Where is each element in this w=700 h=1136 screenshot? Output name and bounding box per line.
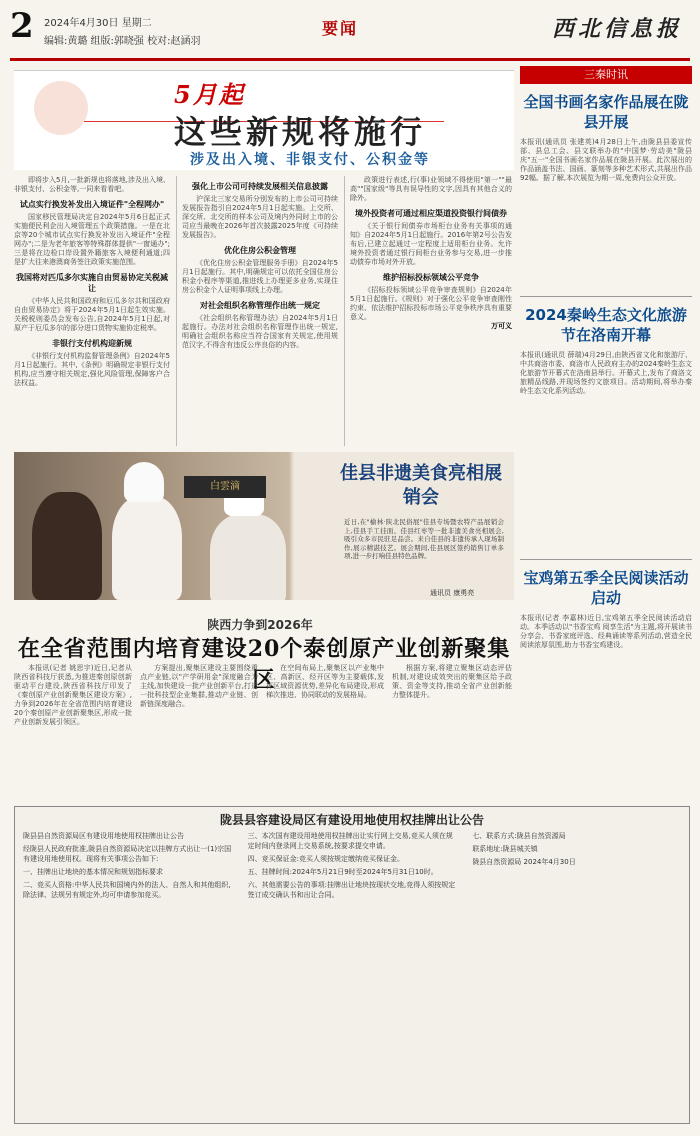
article-column-1 xyxy=(14,176,170,446)
paragraph: 方案提出,聚集区建设主要围绕重点产业链,以"产学研用金"深度融合为主线,加快建设一批产业创新平台,打造一批科技型企业集群,推动产业链、创新链深度融合。 xyxy=(140,664,258,708)
headline-kicker: 陕西力争到2026年 xyxy=(207,618,313,632)
photo-figure xyxy=(210,514,286,600)
notice-body xyxy=(23,831,683,1119)
photo-figure xyxy=(112,496,182,600)
sidebar-headline: 2024秦岭生态文化旅游节在洛南开幕 xyxy=(525,306,687,344)
sidebar-headline: 全国书画名家作品展在陇县开展 xyxy=(523,93,689,131)
notice-paragraph: 三、本次国有建设用地使用权挂牌出让实行网上交易,竞买人须在规定时间内登录网上交易系统,按要求提交申请。 xyxy=(247,832,453,850)
banner-kicker: 5月起 xyxy=(174,80,245,109)
feature-photo xyxy=(14,452,514,600)
lead-banner xyxy=(14,70,514,170)
notice-paragraph: 六、其他需要公告的事项:挂牌出让地块按现状交地,竞得人须按规定签订成交确认书和出让合同。 xyxy=(247,881,456,899)
paragraph: 根据方案,将建立聚集区动态评估机制,对建设成效突出的聚集区给予政策、资金等支持,推动全省产业创新能力整体提升。 xyxy=(392,664,512,699)
subhead: 非银行支付机构迎新规 xyxy=(52,339,132,348)
photo-figure xyxy=(32,492,102,600)
notice-paragraph: 经陇县人民政府批准,陇县自然资源局决定以挂牌方式出让一(1)宗国有建设用地使用权。现将有关事项公告如下: xyxy=(23,845,232,863)
paragraph: 政策进行表述,行(事)业领域不得使用"第一""最高""国家级"等具有误导性的文字,因具有其他合义的除外。 xyxy=(350,176,512,202)
paragraph: 《关于银行间债券市场柜台业务有关事项的通知》自2024年5月1日起施行。2016年第2号公告发布后,已建立起通过一定程度上适用柜台业务。允许境外投资者通过银行间柜台业务参与交易,进一步推动债券市场对外开放。 xyxy=(350,222,512,266)
booth-sign: 白雲滴 xyxy=(184,476,266,498)
sun-graphic xyxy=(34,81,88,135)
headline-column-4 xyxy=(392,664,512,800)
article-column-3 xyxy=(350,176,512,446)
paragraph: 沪深北三家交易所分别发布的上市公司可持续发展报告指引自2024年5月1日起实施。上交所、深交所、北交所的样本公司及境内外同时上市的公司应当最晚在2026年首次披露2025年度《可持续发展报告》。 xyxy=(182,195,338,239)
sidebar-news xyxy=(520,66,692,826)
masthead-rule xyxy=(10,58,690,61)
column-divider xyxy=(176,176,177,446)
notice-paragraph: 陇县县自然资源局区有建设用地使用权挂牌出让公告 xyxy=(23,832,184,840)
notice-paragraph: 二、竞买人资格:中华人民共和国境内外的法人、自然人和其他组织,除法律、法规另有规定外,均可申请参加竞买。 xyxy=(23,881,231,899)
notice-paragraph: 陇县自然资源局 2024年4月30日 xyxy=(472,858,576,866)
paragraph: 国家移民管理局决定自2024年5月6日起正式实施便民利企出入境管理五个政策措施。一是在北京等20个城市试点实行换发补发出入境证件"全程网办";二是为老年旅客等特殊群体提供"一窗通办";三是将在边检口岸设置外籍旅客入境便利通道;四是扩大往来港澳商务签注政策实施范围。 xyxy=(14,213,170,266)
article-column-2 xyxy=(182,176,338,446)
subhead: 境外投资者可通过相应渠道投资银行间债券 xyxy=(355,209,507,218)
sidebar-text: 本报讯(记者 李嘉林)近日,宝鸡第五季全民阅读活动启动。本季活动以"书香宝鸡 阅享生活"为主题,将开展读书分享会、书香家庭评选、经典诵读等系列活动,营造全民阅读浓厚氛围,助力书香宝鸡建设。 xyxy=(520,614,692,649)
paragraph: 在空间布局上,聚集区以产业集中区、高新区、经开区等为主要载体,发挥区域资源优势,差异化布局建设,形成梯次推进、协同联动的发展格局。 xyxy=(266,664,384,699)
headline-column-2 xyxy=(140,664,258,800)
sidebar-text: 本报讯(通讯员 张建英)4月28日上午,由陇县县委宣传部、县总工会、县文联举办的"中国梦·劳动美"陇县庆"五一"全国书画名家作品展在陇县开展。此次展出的作品涵盖书法、国画、篆刻等多种艺术形式,共展出作品92幅。据了解,本次展览为期一周,免费向公众开放。 xyxy=(520,138,692,182)
paragraph: 《社会组织名称管理办法》自2024年5月1日起施行。办法对社会组织名称管理作出统一规定,明确社会组织名称应当符合国家有关规定,使用规范汉字,不得含有违反公序良俗的内容。 xyxy=(182,314,338,349)
headline-column-3 xyxy=(266,664,384,800)
feature-credit: 通讯员 康勇亮 xyxy=(430,589,475,597)
headline-column-1 xyxy=(14,664,132,800)
notice-paragraph: 五、挂牌时间:2024年5月21日9时至2024年5月31日10时。 xyxy=(247,868,438,876)
subhead: 维护招标投标领域公平竞争 xyxy=(383,273,479,282)
sidebar-text: 本报讯(通讯员 薛瑞)4月29日,由陕西省文化和旅游厅、中共商洛市委、商洛市人民政府主办的2024秦岭生态文化旅游节开幕式在洛南县举行。开幕式上,发布了商洛文旅精品线路,并现场签约文旅项目。活动期间,将举办秦岭生态文化系列活动。 xyxy=(520,351,692,395)
banner-subtitle: 涉及出入境、非银支付、公积金等 xyxy=(190,152,430,168)
subhead: 强化上市公司可持续发展相关信息披露 xyxy=(192,182,328,191)
paragraph: 《优化住房公积金管理服务手册》自2024年5月1日起施行。其中,明确规定可以依托全国住房公积金小程序等渠道,推进线上办理更多业务,实现住房公积金个人证明事项线上办理。 xyxy=(182,259,338,294)
page-number: 2 xyxy=(10,6,34,46)
feature-text: 近日,在"榆林·陕北民俗展"佳县专场暨农特产品展销会上,佳县手工挂面、佳县红枣等一批非遗美食亮相展会,吸引众多市民驻足品尝。来自佳县的非遗传承人现场制作,展示精湛技艺。展会期间,佳县展区签约销售订单多项,进一步打响佳县特色品牌。 xyxy=(344,518,504,560)
subhead: 对社会组织名称管理作出统一规定 xyxy=(200,301,320,310)
notice-paragraph: 七、联系方式:陇县自然资源局 xyxy=(472,832,566,840)
paragraph: 《招标投标领域公平竞争审查规则》自2024年5月1日起施行。《规则》对于强化公平竞争审查刚性约束、依法维护招标投标市场公平竞争秩序具有重要意义。 xyxy=(350,286,512,321)
subhead: 我国将对匹瓜多尔实施自由贸易协定关税减让 xyxy=(16,273,168,293)
divider xyxy=(520,296,692,297)
byline: 万可义 xyxy=(491,322,512,330)
chef-hat xyxy=(124,462,164,502)
subhead: 优化住房公积金管理 xyxy=(224,246,296,255)
section-title: 要闻 xyxy=(322,19,359,38)
land-notice xyxy=(14,806,690,1124)
masthead xyxy=(10,6,690,58)
paragraph: 本报讯(记者 姚思宇)近日,记者从陕西省科技厅获悉,为推进秦创原创新驱动平台建设,陕西省科技厅印发了《秦创原产业创新聚集区建设方案》,力争到2026年在全省范围内培育建设20个秦创原产业创新聚集区,形成一批产业创新发展引领区。 xyxy=(14,664,132,726)
column-divider xyxy=(344,176,345,446)
issue-date: 2024年4月30日 星期二 xyxy=(44,18,152,29)
editors-line: 编辑:黄璐 组版:郭晓强 校对:赵涵羽 xyxy=(44,36,201,47)
banner-title: 这些新规将施行 xyxy=(174,113,427,151)
column-tag: 三秦时讯 xyxy=(520,66,692,84)
headline-title: 在全省范围内培育建设20个泰创原产业创新聚集区 xyxy=(17,636,511,693)
newspaper-logo: 西北信息报 xyxy=(551,16,682,42)
notice-paragraph: 一、挂牌出让地块的基本情况和规划指标要求 xyxy=(23,868,163,876)
subhead: 试点实行换发补发出入境证件"全程网办" xyxy=(19,200,165,209)
intro-paragraph: 即将步入5月,一批新规也将落地,涉及出入境、非银支付、公积金等,一同来看看吧。 xyxy=(14,176,170,193)
notice-paragraph: 四、竞买保证金:竞买人须按规定缴纳竞买保证金。 xyxy=(247,855,405,863)
divider xyxy=(520,559,692,560)
notice-paragraph: 联系地址:陇县城关镇 xyxy=(472,845,538,853)
feature-title: 佳县非遗美食亮相展销会 xyxy=(340,463,502,508)
sidebar-headline: 宝鸡第五季全民阅读活动启动 xyxy=(523,569,689,607)
notice-title: 陇县县容建设局区有建设用地使用权挂牌出让公告 xyxy=(219,813,484,827)
paragraph: 《中华人民共和国政府和厄瓜多尔共和国政府自由贸易协定》将于2024年5月1日起生效实施。关税税则委员会发布公告,自2024年5月1日起,对原产于厄瓜多尔的部分进口货物实施协定税率。 xyxy=(14,297,170,332)
paragraph: 《非银行支付机构监督管理条例》自2024年5月1日起施行。其中,《条例》明确规定非银行支付机构,应当遵守相关规定,强化风险管理,保障客户合法权益。 xyxy=(14,352,170,387)
